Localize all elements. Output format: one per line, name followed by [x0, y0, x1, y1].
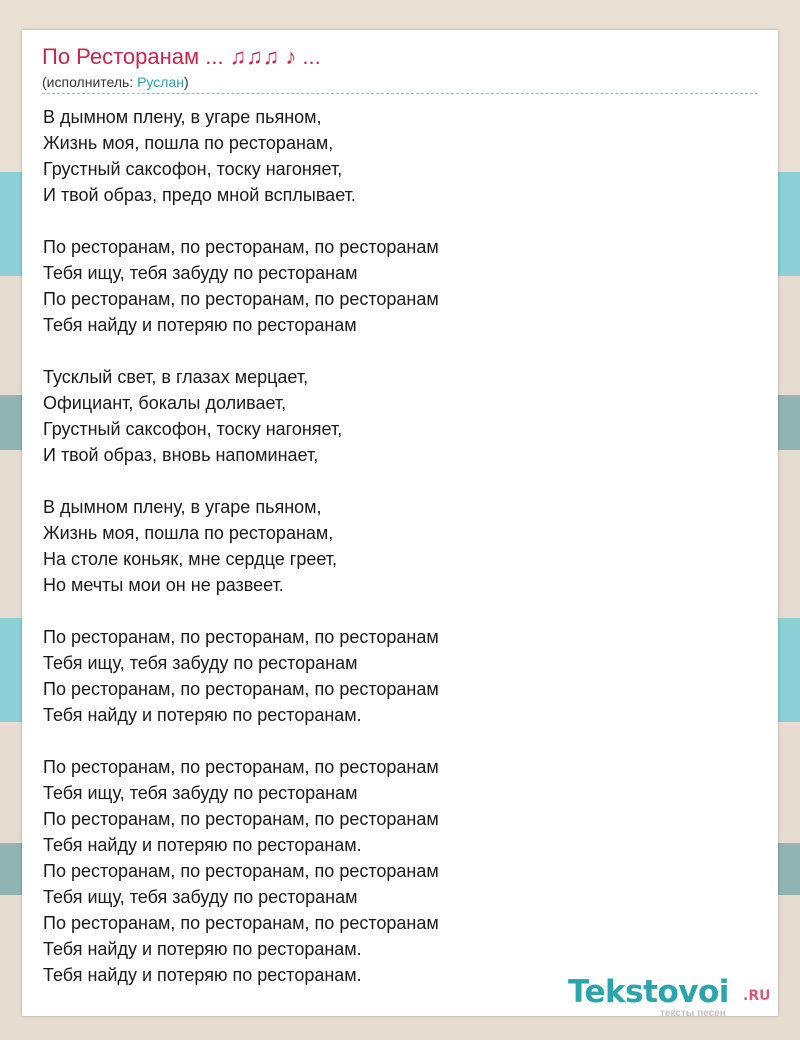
lyrics-stanza	[43, 494, 763, 598]
lyrics-stanza	[43, 754, 763, 988]
lyrics-line: Тебя ищу, тебя забуду по ресторанам	[43, 263, 358, 283]
title-divider	[42, 93, 758, 94]
site-logo[interactable]	[568, 974, 778, 1020]
logo-tagline: тексты песен	[660, 1008, 726, 1019]
lyrics-line: И твой образ, предо мной всплывает.	[43, 185, 356, 205]
artist-prefix: (исполнитель:	[42, 74, 138, 90]
lyrics-line: Тебя найду и потеряю по ресторанам.	[43, 705, 362, 725]
lyrics-stanza	[43, 624, 763, 728]
logo-domain-suffix: .RU	[743, 988, 771, 1004]
lyrics-stanza	[43, 234, 763, 338]
lyrics-line: По ресторанам, по ресторанам, по ресторанам	[43, 757, 439, 777]
lyrics-line: Тебя найду и потеряю по ресторанам.	[43, 835, 362, 855]
lyrics-line: Тебя найду и потеряю по ресторанам.	[43, 965, 362, 985]
lyrics-line: Тебя найду и потеряю по ресторанам.	[43, 939, 362, 959]
lyrics-line: Грустный саксофон, тоску нагоняет,	[43, 159, 343, 179]
song-title: По Ресторанам ... ♫♫♫ ♪ ...	[42, 44, 321, 69]
lyrics-stanza	[43, 104, 763, 208]
lyrics-line: Тебя найду и потеряю по ресторанам	[43, 315, 357, 335]
lyrics-line: Тебя ищу, тебя забуду по ресторанам	[43, 887, 358, 907]
lyrics-line: Жизнь моя, пошла по ресторанам,	[43, 523, 334, 543]
lyrics-line: Жизнь моя, пошла по ресторанам,	[43, 133, 334, 153]
lyrics-line: Тебя ищу, тебя забуду по ресторанам	[43, 653, 358, 673]
lyrics-body	[43, 104, 763, 1014]
lyrics-line: И твой образ, вновь напоминает,	[43, 445, 319, 465]
lyrics-line: По ресторанам, по ресторанам, по ресторанам	[43, 913, 439, 933]
lyrics-line: На столе коньяк, мне сердце греет,	[43, 549, 338, 569]
lyrics-line: Но мечты мои он не развеет.	[43, 575, 284, 595]
lyrics-line: Тусклый свет, в глазах мерцает,	[43, 367, 309, 387]
logo-wordmark: Tekstovoi	[568, 974, 729, 1010]
lyrics-line: По ресторанам, по ресторанам, по ресторанам	[43, 861, 439, 881]
lyrics-line: Тебя ищу, тебя забуду по ресторанам	[43, 783, 358, 803]
lyrics-stanza	[43, 364, 763, 468]
artist-suffix: )	[183, 74, 189, 90]
lyrics-line: По ресторанам, по ресторанам, по ресторанам	[43, 237, 439, 257]
lyrics-line: Официант, бокалы доливает,	[43, 393, 287, 413]
lyrics-card	[22, 30, 778, 1019]
lyrics-line: По ресторанам, по ресторанам, по ресторанам	[43, 627, 439, 647]
artist-line	[42, 74, 189, 90]
lyrics-line: В дымном плену, в угаре пьяном,	[43, 497, 322, 517]
lyrics-line: По ресторанам, по ресторанам, по ресторанам	[43, 679, 439, 699]
artist-link[interactable]: Руслан	[137, 74, 184, 90]
lyrics-line: По ресторанам, по ресторанам, по ресторанам	[43, 289, 439, 309]
lyrics-line: По ресторанам, по ресторанам, по ресторанам	[43, 809, 439, 829]
lyrics-line: Грустный саксофон, тоску нагоняет,	[43, 419, 343, 439]
lyrics-line: В дымном плену, в угаре пьяном,	[43, 107, 322, 127]
